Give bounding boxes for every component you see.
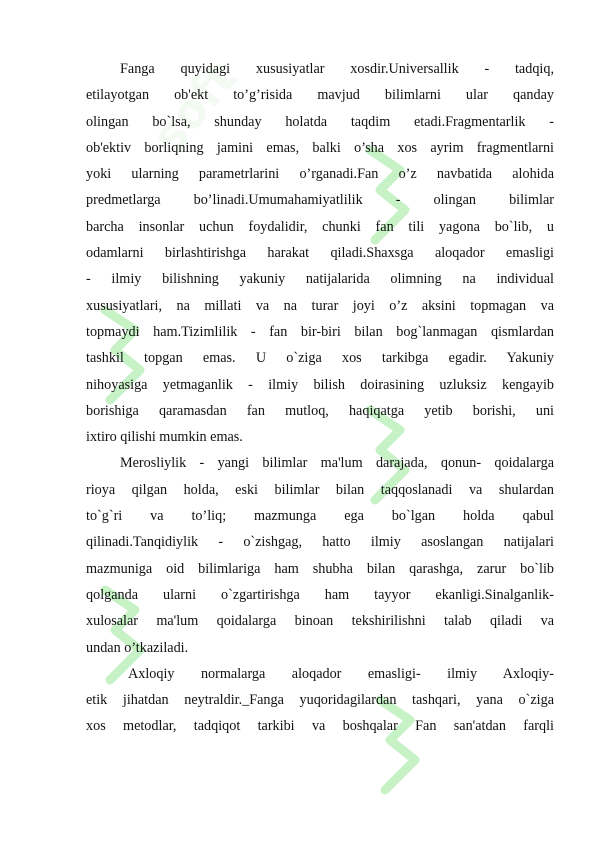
text-line: odamlarni birlashtirishga harakat qiladi.Shaxsga aloqador emasligi xyxy=(86,245,554,262)
text-line: mazmuniga oid bilimlariga ham shubha bilan qarashga, zarur bo`lib xyxy=(86,560,554,577)
text-line: tashkil topgan emas. U o`ziga xos tarkibga egadir. Yakuniy xyxy=(86,350,554,367)
text-line: ob'ektiv borliqning jamini emas, balki o’sha xos ayrim fragmentlarni xyxy=(86,139,554,156)
text-line: etik jihatdan neytraldir._Fanga yuqoridagilardan tashqari, yana o`ziga xyxy=(86,692,554,709)
text-line: barcha insonlar uchun foydalidir, chunki fan tili yagona bo`lib, u xyxy=(86,218,554,235)
text-line: rioya qilgan holda, eski bilimlar bilan taqqoslanadi va shulardan xyxy=(86,481,554,498)
text-line: ixtiro qilishi mumkin emas. xyxy=(86,429,243,446)
text-line: Axloqiy normalarga aloqador emasligi- ilmiy Axloqiy- xyxy=(128,665,554,682)
text-line: qolganda ularni o`zgartirishga ham tayyor ekanligi.Sinalganlik- xyxy=(86,586,554,603)
text-line: etilayotgan ob'ekt to’g’risida mavjud bilimlarni ular qanday xyxy=(86,87,554,104)
text-line: qilinadi.Tanqidiylik - o`zishgag, hatto ilmiy asoslangan natijalari xyxy=(86,534,554,551)
paragraph-3 xyxy=(86,661,554,740)
text-line: topmaydi ham.Tizimlilik - fan bir-biri bilan bog`lanmagan qismlardan xyxy=(86,323,554,340)
document-body xyxy=(86,56,554,740)
text-line: Merosliylik - yangi bilimlar ma'lum darajada, qonun- qoidalarga xyxy=(120,455,554,472)
text-line: yoki ularning parametrlarini o’rganadi.Fan o’z navbatida alohida xyxy=(86,166,554,183)
text-line: borishiga qaramasdan fan mutloq, haqiqatga yetib borishi, uni xyxy=(86,402,554,419)
text-line: xos metodlar, tadqiqot tarkibi va boshqalar Fan san'atdan farqli xyxy=(86,718,554,735)
text-line: nihoyasiga yetmaganlik - ilmiy bilish doirasining uzluksiz kengayib xyxy=(86,376,554,393)
text-line: Fanga quyidagi xususiyatlar xosdir.Universallik - tadqiq, xyxy=(120,61,554,77)
watermark-text: soft xyxy=(140,50,248,163)
text-line: undan o’tkaziladi. xyxy=(86,639,189,656)
paragraph-2 xyxy=(86,450,554,660)
text-line: to`g`ri va to’liq; mazmunga ega bo`lgan holda qabul xyxy=(86,508,554,525)
text-line: predmetlarga bo’linadi.Umumahamiyatlilik - olingan bilimlar xyxy=(86,192,554,209)
text-line: - ilmiy bilishning yakuniy natijalarida olimning na individual xyxy=(86,271,554,288)
text-line: olingan bo`lsa, shunday holatda taqdim etadi.Fragmentarlik - xyxy=(86,113,554,130)
text-line: xususiyatlari, na millati va na turar joyi o’z aksini topmagan va xyxy=(86,297,554,314)
text-line: xulosalar ma'lum qoidalarga binoan tekshirilishni talab qiladi va xyxy=(86,613,554,630)
paragraph-1 xyxy=(86,56,554,450)
